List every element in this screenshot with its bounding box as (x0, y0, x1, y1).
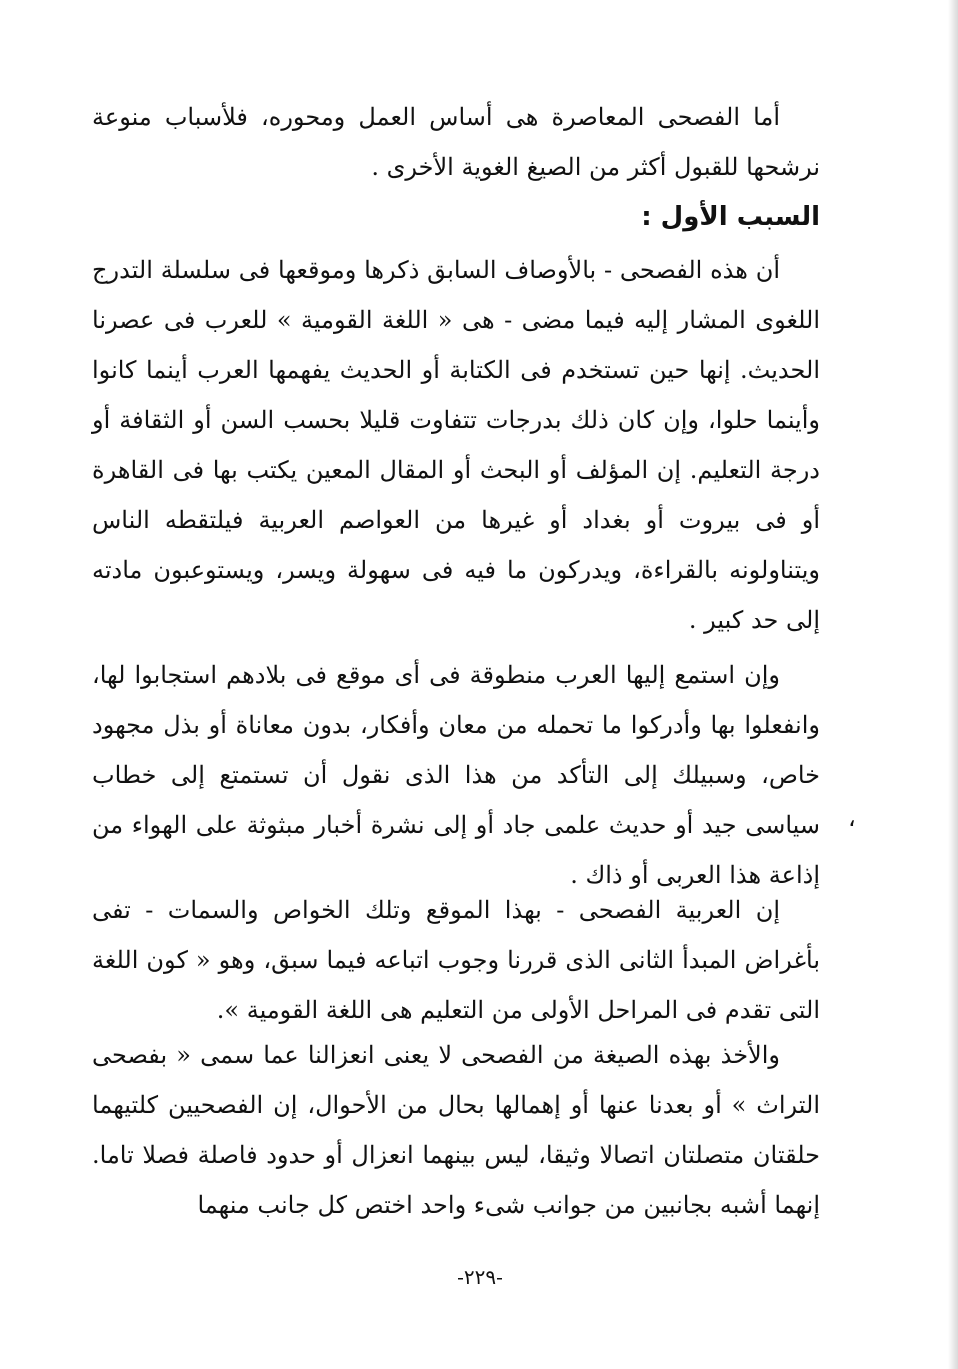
paragraph-first-reason (92, 245, 820, 645)
paragraph-spoken-form (92, 650, 820, 900)
paragraph-text: أما الفصحى المعاصرة هى أساس العمل ومحوره، فلأسباب منوعة نرشحها للقبول أكثر من الصيغ الغوية الأخرى . (92, 103, 820, 181)
section-heading: السبب الأول : (641, 202, 820, 232)
paragraph-text: والأخذ بهذه الصيغة من الفصحى لا يعنى انعزالنا عما سمى « بفصحى التراث » أو بعدنا عنها أو إهمالها بحال من الأحوال، إن الفصحيين كلتيهما حلقتان متصلتان اتصالا وثيقا، ليس بينهما انعزال أو حدود فاصلة فصلا تاما. إنهما أشبه بجانبين من جوانب شىء واحد اختص كل جانب منهما (92, 1041, 820, 1219)
paragraph-heritage (92, 1030, 820, 1230)
paragraph-text: إن العربية الفصحى - بهذا الموقع وتلك الخواص والسمات - تفى بأغراض المبدأ الثانى الذى قررنا وجوب اتباعه فيما سبق، وهو « كون اللغة التى تقدم فى المراحل الأولى من التعليم هى اللغة القومية ». (92, 896, 820, 1024)
margin-mark: ، (848, 804, 856, 832)
paragraph-second-principle (92, 885, 820, 1035)
paragraph-intro (92, 92, 820, 192)
paragraph-text: أن هذه الفصحى - بالأوصاف السابق ذكرها وموقعها فى سلسلة التدرج اللغوى المشار إليه فيما مضى - هى « اللغة القومية » للعرب فى عصرنا الحديث. إنها حين تستخدم فى الكتابة أو الحديث يفهمها العرب أينما كانوا وأينما حلوا، وإن كان ذلك بدرجات تتفاوت قليلا بحسب السن أو الثقافة أو درجة التعليم. إن المؤلف أو البحث أو المقال المعين يكتب بها فى القاهرة أو فى بيروت أو بغداد أو غيرها من العواصم العربية فيلتقطه الناس ويتناولونه بالقراءة، ويدركون ما فيه فى سهولة ويسر، ويستوعبون مادته إلى حد كبير . (92, 256, 820, 634)
page-number: -٢٢٩- (457, 1265, 503, 1289)
paragraph-text: وإن استمع إليها العرب منطوقة فى أى موقع فى بلادهم استجابوا لها، وانفعلوا بها وأدركوا ما تحمله من معان وأفكار، بدون معاناة أو بذل مجهود خاص، وسبيلك إلى التأكد من هذا الذى نقول أن تستمتع إلى خطاب سياسى جيد أو حديث علمى جاد أو إلى نشرة أخبار مبثوثة على الهواء من إذاعة هذا العربى أو ذاك . (92, 661, 820, 889)
